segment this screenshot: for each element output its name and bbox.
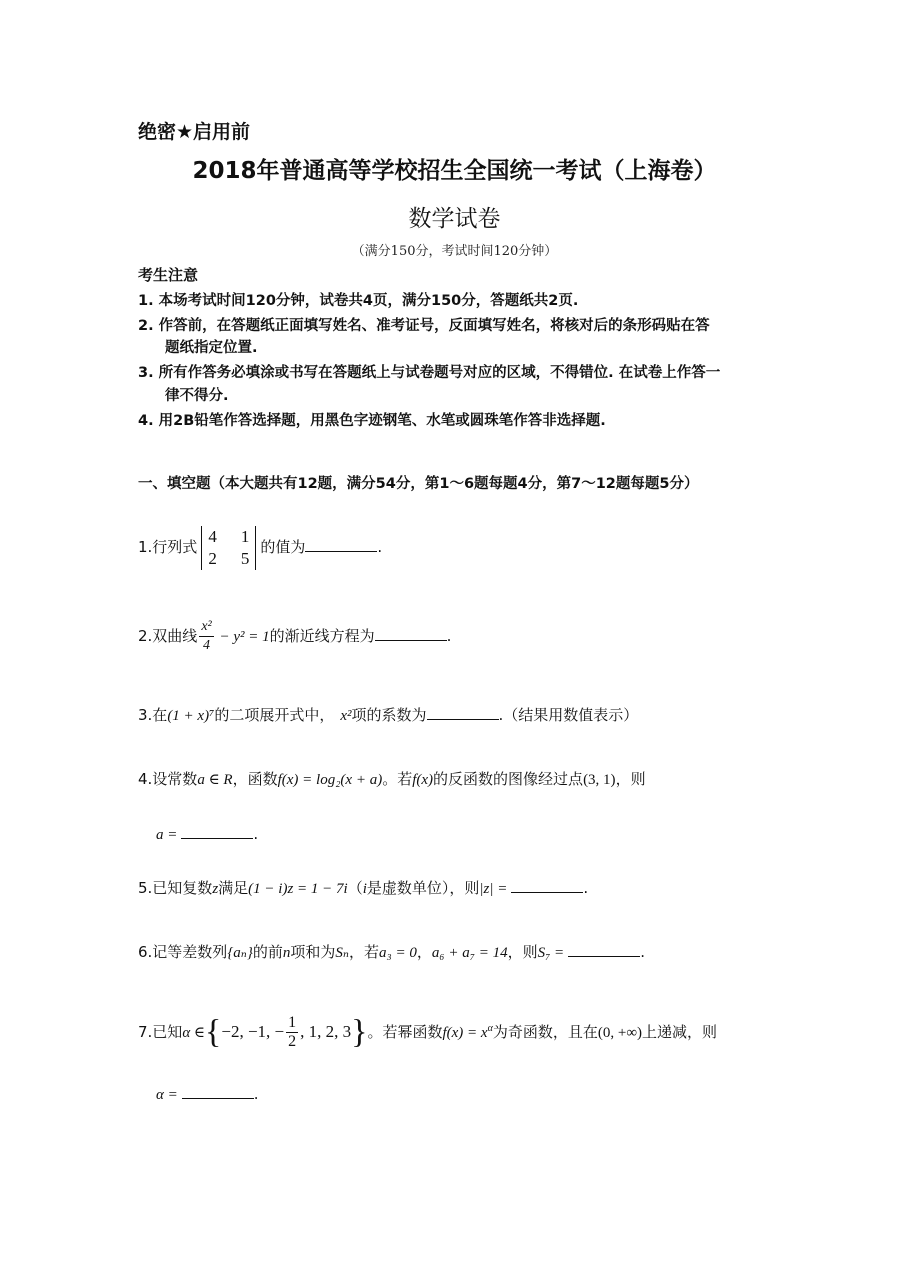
q7-interval: (0, +∞)	[597, 1025, 643, 1041]
q3-post: 项的系数为	[351, 706, 427, 724]
q4-point: (3, 1)	[583, 772, 616, 788]
q7-set-part2: , 1, 2, 3	[300, 1022, 352, 1041]
question-3	[138, 704, 638, 725]
notice-heading: 考生注意	[138, 266, 199, 284]
q7-post: 上递减，则	[642, 1023, 718, 1041]
question-5: 5.已知复数z满足(1 − i)z = 1 − 7i（i是虚数单位），则|z| = .	[138, 879, 589, 897]
frac-denominator: 4	[203, 638, 211, 653]
q5-modulus: |z| =	[479, 881, 508, 897]
q5-mid2: （	[347, 879, 363, 897]
question-4	[138, 768, 646, 789]
q6-mid2: 项和为	[290, 943, 336, 961]
q4-mid2: 。若	[382, 770, 413, 788]
question-2: 2.双曲线 $\frac{\text{x²}}{4}$ − y² = 1的渐近线方程为 .	[138, 619, 452, 653]
q3-text: 3.在	[138, 706, 168, 724]
q4-function-ref: f(x)	[412, 772, 434, 788]
q6-text: 6.记等差数列	[138, 943, 228, 961]
q1-post: 的值为	[260, 538, 306, 556]
q7-set-part1: −2, −1, −	[221, 1022, 285, 1041]
q6-mid1: 的前	[252, 943, 283, 961]
q5-mid1: 满足	[218, 879, 249, 897]
q3-term: x²	[340, 708, 352, 724]
notice-item-4: 4. 用2B铅笔作答选择题，用黑色字迹钢笔、水笔或圆珠笔作答非选择题.	[138, 413, 606, 429]
notice-item-3: 3. 所有作答务必填涂或书写在答题纸上与试卷题号对应的区域，不得错位. 在试卷上作答一	[138, 365, 721, 381]
question-4-answer: a = .	[156, 825, 259, 843]
q5-text: 5.已知复数	[138, 879, 213, 897]
notice-item-1: 1. 本场考试时间120分钟，试卷共4页，满分150分，答题纸共2页.	[138, 293, 579, 309]
q2-post: 的渐近线方程为	[269, 627, 375, 645]
q7-text: 7.已知	[138, 1023, 183, 1041]
q7-alpha: α ∈	[182, 1025, 206, 1041]
det-cell: 4	[208, 526, 217, 546]
answer-blank[interactable]	[511, 878, 583, 893]
q4-function: f(x) = log₂(x + a)	[277, 772, 383, 788]
answer-blank[interactable]	[182, 1084, 254, 1099]
q6-n: n	[282, 945, 291, 961]
secrecy-label: 绝密★启用前	[138, 121, 251, 143]
q4-text: 4.设常数	[138, 770, 198, 788]
notice-item-3-cont: 律不得分.	[165, 388, 229, 404]
q1-text: 1.行列式	[138, 538, 198, 556]
question-6: 6.记等差数列{aₙ}的前n项和为Sₙ，若a₃ = 0，a₆ + a₇ = 14，则S₇ = .	[138, 943, 645, 961]
q3-note: .（结果用数值表示）	[498, 706, 639, 724]
answer-blank[interactable]	[427, 705, 499, 720]
exam-meta: （满分150分，考试时间120分钟）	[351, 244, 558, 259]
q6-cond2: a₆ + a₇ = 14	[431, 945, 508, 961]
q4-answer-label: a =	[156, 827, 178, 843]
det-cell: 5	[240, 548, 250, 568]
q7-mid2: 为奇函数，且在	[492, 1023, 598, 1041]
question-7-answer: α = .	[156, 1085, 259, 1103]
left-brace: {	[205, 1013, 222, 1051]
q7-exponent: α	[487, 1023, 493, 1034]
question-7	[138, 1004, 717, 1058]
q2-text: 2.双曲线	[138, 627, 198, 645]
q7-mid1: 。若幂函数	[367, 1023, 443, 1041]
q4-post: ，则	[615, 770, 646, 788]
q4-mid1: ，函数	[232, 770, 278, 788]
q5-i: i	[362, 881, 367, 897]
q6-mid3: ，若	[349, 943, 380, 961]
q3-binomial: (1 + x)⁷	[167, 708, 215, 724]
frac-denominator: 2	[288, 1033, 297, 1050]
section-heading: 一、填空题（本大题共有12题，满分54分，第1～6题每题4分，第7～12题每题5分）	[138, 476, 699, 492]
q5-z: z	[212, 881, 219, 897]
q6-mid4: ，	[416, 943, 432, 961]
q7-answer-label: α =	[156, 1087, 178, 1103]
q5-mid3: 是虚数单位），则	[366, 879, 480, 897]
right-brace: }	[351, 1013, 368, 1051]
answer-blank[interactable]	[181, 824, 253, 839]
q2-equation: − y² = 1	[215, 629, 270, 645]
answer-blank[interactable]	[305, 537, 377, 552]
question-1: 1.行列式 4 1 2 5 的值为 .	[138, 526, 383, 568]
exam-title: 2018年普通高等学校招生全国统一考试（上海卷）	[192, 158, 717, 184]
answer-blank[interactable]	[568, 942, 640, 957]
notice-item-2: 2. 作答前，在答题纸正面填写姓名、准考证号，反面填写姓名，将核对后的条形码贴在答	[138, 318, 710, 334]
q6-mid5: ，则	[507, 943, 538, 961]
answer-blank[interactable]	[375, 626, 447, 641]
q4-mid3: 的反函数的图像经过点	[433, 770, 584, 788]
frac-numerator: x²	[199, 618, 213, 637]
q1-determinant	[201, 526, 256, 570]
q2-fraction	[199, 618, 213, 655]
exam-subtitle: 数学试卷	[408, 206, 501, 232]
q4-constant: a ∈ R	[197, 772, 233, 788]
q6-sequence: {aₙ}	[227, 945, 253, 961]
q5-equation: (1 − i)z = 1 − 7i	[248, 881, 348, 897]
det-cell: 2	[208, 548, 217, 568]
q7-function: f(x) = x	[442, 1025, 488, 1041]
q6-sum: Sₙ	[335, 945, 350, 961]
q6-cond1: a₃ = 0	[379, 945, 417, 961]
det-cell: 1	[240, 526, 250, 546]
frac-numerator: 1	[288, 1014, 297, 1031]
q3-mid: 的二项展开式中，	[214, 706, 335, 724]
q7-set-fraction	[286, 1014, 298, 1051]
q6-ask: S₇ =	[537, 945, 565, 961]
notice-item-2-cont: 题纸指定位置.	[165, 340, 258, 356]
